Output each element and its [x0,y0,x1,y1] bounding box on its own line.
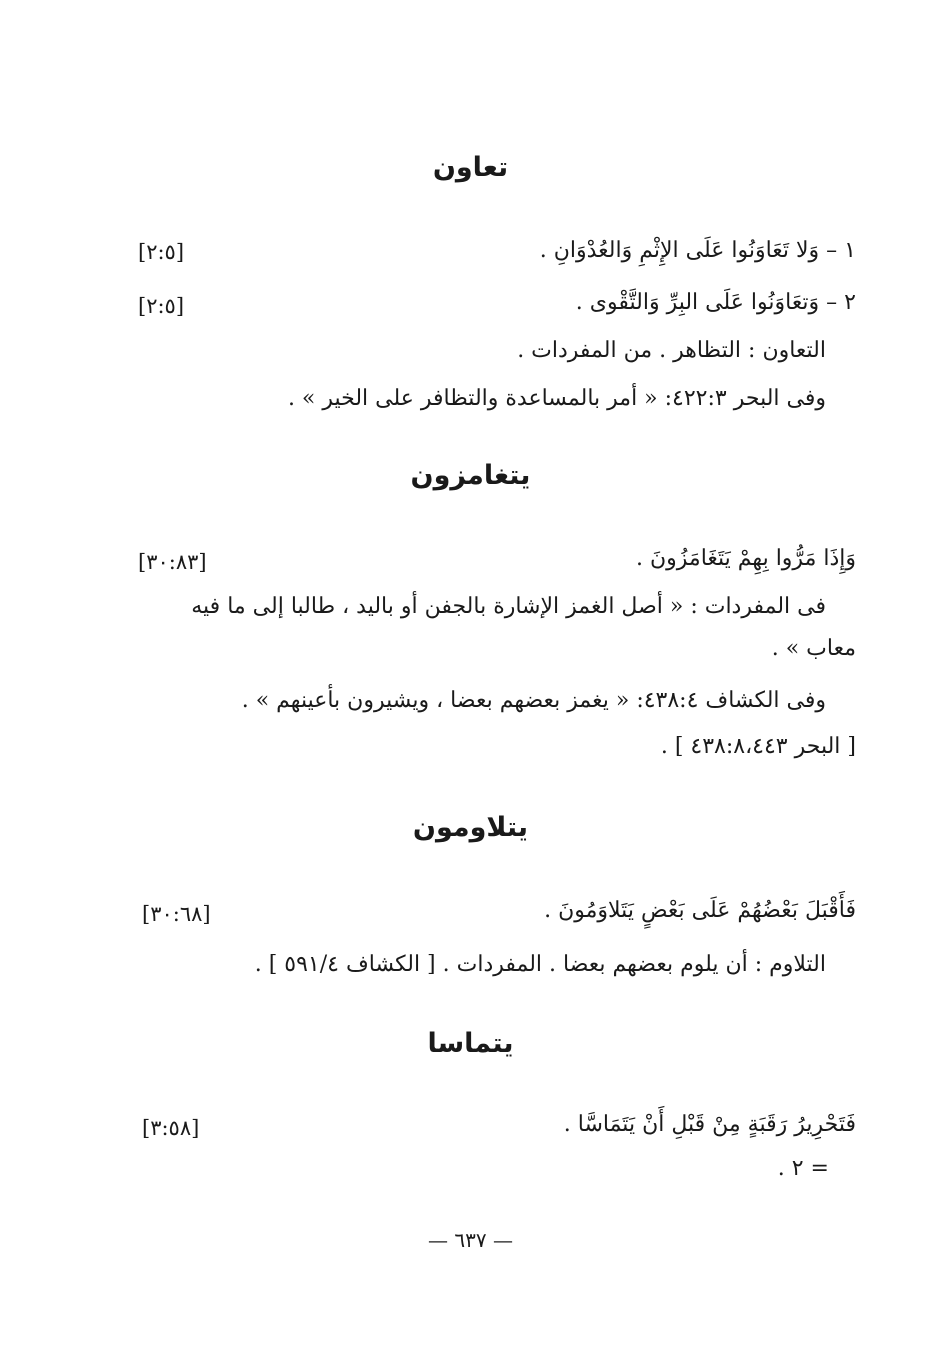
section-heading: تعاون [432,152,509,183]
commentary-line: التعاون : التظاهر . من المفردات . [517,338,826,363]
verse-reference: [٣٠:٨٣] [138,550,207,574]
commentary-line: وفى البحر ٤٢٢:٣: « أمر بالمساعدة والتظافر على الخير » . [287,386,826,411]
verse-reference: [٣٠:٦٨] [142,902,211,926]
section-heading: يتغامزون [410,460,531,491]
verse-line: ٢ – وَتعَاوَنُوا عَلَى البِرِّ وَالتَّقْوى . [575,290,856,315]
commentary-line: [ البحر ٤٣٨:٨،٤٤٣ ] . [660,734,856,759]
verse-reference: [٢:٥] [138,294,185,318]
verse-line: فَأَقْبَلَ بَعْضُهُمْ عَلَى بَعْضٍ يَتَلاوَمُونَ . [544,898,856,923]
section-heading: يتماسا [427,1028,514,1059]
section-heading: يتلاومون [412,812,529,843]
commentary-line: معاب » . [771,636,856,661]
verse-reference: [٣:٥٨] [142,1116,200,1140]
commentary-line: = ٢ . [777,1156,829,1181]
commentary-line: وفى الكشاف ٤٣٨:٤: « يغمز بعضهم بعضا ، ويشيرون بأعينهم » . [241,688,826,713]
commentary-line: فى المفردات : « أصل الغمز الإشارة بالجفن أو باليد ، طالبا إلى ما فيه [191,594,826,619]
verse-line: وَإِذَا مَرُّوا بِهِمْ يَتَغَامَزُونَ . [636,546,856,571]
commentary-line: التلاوم : أن يلوم بعضهم بعضا . المفردات . [ الكشاف ٥٩١/٤ ] . [254,952,826,977]
verse-line: فَتَحْرِيرُ رَقَبَةٍ مِنْ قَبْلِ أَنْ يَتَمَاسَّا . [563,1112,856,1137]
verse-line: ١ – وَلا تَعَاوَنُوا عَلَى الإِثْمِ وَالعُدْوَانِ . [539,238,856,263]
verse-reference: [٢:٥] [138,240,185,264]
page-number: — ٦٣٧ — [428,1228,513,1252]
